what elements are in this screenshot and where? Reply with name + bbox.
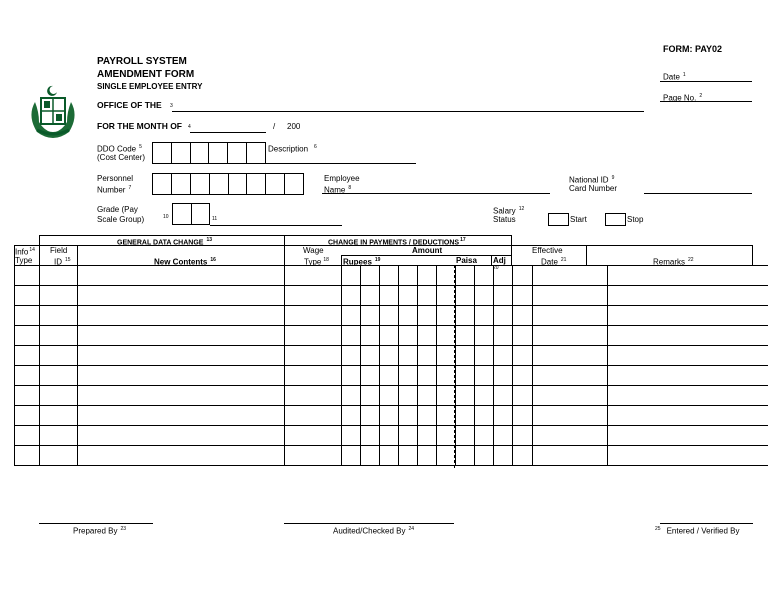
office-label: OFFICE OF THE [97, 100, 162, 110]
general-data-change-header: GENERAL DATA CHANGE $^{13}$ [117, 237, 213, 247]
table-cell[interactable] [608, 306, 768, 326]
table-cell[interactable] [40, 446, 78, 466]
table-cell[interactable] [608, 446, 768, 466]
table-cell[interactable] [361, 366, 380, 386]
table-cell[interactable] [78, 306, 285, 326]
table-row [15, 366, 768, 386]
table-cell[interactable] [494, 366, 513, 386]
table-cell[interactable] [285, 386, 342, 406]
personnel-label: Personnel [97, 174, 134, 183]
table-row [15, 346, 768, 366]
wage-type-header-2: Type $^{18}$ [304, 257, 329, 267]
table-cell[interactable] [15, 366, 40, 386]
scale-group-label: Scale Group) [97, 215, 145, 224]
table-cell[interactable] [380, 406, 399, 426]
grade-ref: 10 [163, 214, 169, 220]
national-id-label: National ID $^9$ [569, 175, 615, 185]
grade-desc-field[interactable] [210, 225, 342, 226]
salary-label: Salary $^{12}$ [493, 206, 525, 216]
table-cell[interactable] [399, 386, 418, 406]
table-cell[interactable] [608, 266, 768, 286]
table-cell[interactable] [494, 406, 513, 426]
table-cell[interactable] [342, 346, 361, 366]
table-cell[interactable] [437, 286, 456, 306]
table-cell[interactable] [40, 386, 78, 406]
year-prefix: 200 [287, 122, 301, 131]
table-cell[interactable] [40, 366, 78, 386]
info-type-header-2: Type [15, 256, 33, 265]
table-cell[interactable] [533, 406, 608, 426]
table-cell[interactable] [380, 326, 399, 346]
table-cell[interactable] [513, 446, 533, 466]
table-row [15, 306, 768, 326]
table-cell[interactable] [437, 306, 456, 326]
table-cell[interactable] [533, 266, 608, 286]
description-field[interactable] [266, 163, 416, 164]
table-cell[interactable] [608, 326, 768, 346]
form-code: FORM: PAY02 [663, 44, 723, 54]
table-cell[interactable] [15, 266, 40, 286]
stop-checkbox[interactable] [605, 213, 626, 226]
office-field[interactable] [172, 111, 644, 112]
table-cell[interactable] [456, 386, 475, 406]
rupees-header: Rupees $^{19}$ [343, 257, 381, 267]
grade-label: Grade (Pay [97, 205, 138, 214]
employee-name-field[interactable] [322, 193, 550, 194]
form-subtitle-2: SINGLE EMPLOYEE ENTRY [97, 82, 203, 91]
table-cell[interactable] [494, 306, 513, 326]
month-separator: / [273, 122, 276, 131]
table-cell[interactable] [608, 346, 768, 366]
table-cell[interactable] [513, 406, 533, 426]
effective-date-header-2: Date $^{21}$ [541, 257, 567, 267]
table-cell[interactable] [361, 386, 380, 406]
start-label: Start [570, 215, 587, 224]
grade-boxes[interactable] [172, 203, 210, 225]
table-row [15, 386, 768, 406]
table-cell[interactable] [418, 366, 437, 386]
table-cell[interactable] [342, 446, 361, 466]
table-cell[interactable] [361, 346, 380, 366]
table-cell[interactable] [78, 386, 285, 406]
table-cell[interactable] [285, 346, 342, 366]
table-cell[interactable] [418, 266, 437, 286]
table-cell[interactable] [437, 346, 456, 366]
table-cell[interactable] [533, 326, 608, 346]
table-cell[interactable] [380, 386, 399, 406]
table-cell[interactable] [78, 366, 285, 386]
employee-label: Employee [324, 174, 360, 183]
table-cell[interactable] [15, 386, 40, 406]
table-cell[interactable] [40, 426, 78, 446]
status-label: Status [493, 215, 516, 224]
month-ref: 4 [188, 124, 191, 130]
table-cell[interactable] [437, 406, 456, 426]
table-cell[interactable] [380, 306, 399, 326]
table-cell[interactable] [513, 426, 533, 446]
table-cell[interactable] [475, 346, 494, 366]
table-cell[interactable] [456, 326, 475, 346]
table-cell[interactable] [399, 366, 418, 386]
field-id-header: Field [50, 246, 68, 255]
table-cell[interactable] [15, 426, 40, 446]
table-cell[interactable] [456, 446, 475, 466]
table-cell[interactable] [418, 286, 437, 306]
table-cell[interactable] [513, 286, 533, 306]
table-cell[interactable] [15, 446, 40, 466]
new-contents-header: New Contents $^{16}$ [154, 257, 216, 267]
table-cell[interactable] [418, 446, 437, 466]
table-cell[interactable] [399, 406, 418, 426]
table-cell[interactable] [475, 306, 494, 326]
change-payments-header: CHANGE IN PAYMENTS / DEDUCTIONS$^{17}$ [328, 237, 466, 247]
table-cell[interactable] [78, 326, 285, 346]
employee-name-label: Name $^8$ [324, 185, 352, 195]
grade-desc-ref: 11 [212, 216, 218, 222]
table-cell[interactable] [533, 286, 608, 306]
table-cell[interactable] [456, 306, 475, 326]
office-ref: 3 [170, 103, 173, 109]
table-cell[interactable] [40, 346, 78, 366]
start-checkbox[interactable] [548, 213, 569, 226]
date-field[interactable] [660, 81, 752, 82]
date-label: Date $^1$ [663, 72, 686, 82]
table-cell[interactable] [285, 426, 342, 446]
table-cell[interactable] [475, 366, 494, 386]
table-cell[interactable] [494, 266, 513, 286]
table-cell[interactable] [15, 346, 40, 366]
table-cell[interactable] [475, 446, 494, 466]
table-cell[interactable] [342, 366, 361, 386]
table-cell[interactable] [361, 286, 380, 306]
table-cell[interactable] [361, 326, 380, 346]
table-cell[interactable] [513, 266, 533, 286]
table-row [15, 286, 768, 306]
table-cell[interactable] [533, 426, 608, 446]
table-cell[interactable] [533, 366, 608, 386]
table-cell[interactable] [361, 306, 380, 326]
table-cell[interactable] [285, 306, 342, 326]
table-cell[interactable] [494, 446, 513, 466]
table-cell[interactable] [513, 366, 533, 386]
table-cell[interactable] [361, 426, 380, 446]
table-row [15, 426, 768, 446]
table-cell[interactable] [437, 326, 456, 346]
table-cell[interactable] [513, 346, 533, 366]
description-label: Description $^6$ [268, 144, 317, 154]
table-cell[interactable] [380, 366, 399, 386]
adj-header: Adj [493, 256, 506, 265]
state-emblem-icon [25, 82, 81, 140]
month-label: FOR THE MONTH OF [97, 121, 182, 131]
table-cell[interactable] [475, 326, 494, 346]
card-number-label: Card Number [569, 184, 618, 193]
table-cell[interactable] [361, 446, 380, 466]
table-cell[interactable] [513, 386, 533, 406]
table-cell[interactable] [361, 266, 380, 286]
stop-label: Stop [627, 215, 644, 224]
ddo-code-boxes[interactable] [152, 142, 266, 164]
month-field[interactable] [190, 132, 266, 133]
table-cell[interactable] [513, 326, 533, 346]
table-cell[interactable] [380, 446, 399, 466]
table-cell[interactable] [342, 306, 361, 326]
table-cell[interactable] [399, 286, 418, 306]
table-row [15, 326, 768, 346]
table-cell[interactable] [608, 426, 768, 446]
personnel-number-label: Number $^7$ [97, 185, 132, 195]
table-cell[interactable] [285, 286, 342, 306]
table-cell[interactable] [78, 406, 285, 426]
table-cell[interactable] [437, 366, 456, 386]
table-cell[interactable] [40, 286, 78, 306]
table-cell[interactable] [608, 366, 768, 386]
table-cell[interactable] [285, 326, 342, 346]
table-cell[interactable] [418, 346, 437, 366]
table-cell[interactable] [456, 406, 475, 426]
table-cell[interactable] [15, 306, 40, 326]
cost-center-label: (Cost Center) [97, 153, 146, 162]
table-cell[interactable] [342, 266, 361, 286]
table-cell[interactable] [15, 326, 40, 346]
table-cell[interactable] [342, 406, 361, 426]
table-cell[interactable] [399, 326, 418, 346]
table-row [15, 266, 768, 286]
table-cell[interactable] [608, 386, 768, 406]
table-cell[interactable] [475, 386, 494, 406]
table-cell[interactable] [399, 346, 418, 366]
table-cell[interactable] [437, 386, 456, 406]
table-cell[interactable] [456, 426, 475, 446]
table-cell[interactable] [608, 406, 768, 426]
table-cell[interactable] [418, 306, 437, 326]
table-cell[interactable] [380, 266, 399, 286]
national-id-field[interactable] [644, 193, 752, 194]
table-cell[interactable] [342, 286, 361, 306]
table-cell[interactable] [437, 266, 456, 286]
table-cell[interactable] [342, 386, 361, 406]
table-row [15, 406, 768, 426]
table-cell[interactable] [456, 266, 475, 286]
table-cell[interactable] [40, 266, 78, 286]
table-cell[interactable] [380, 346, 399, 366]
table-cell[interactable] [456, 286, 475, 306]
page-no-field[interactable] [660, 101, 752, 102]
table-cell[interactable] [78, 426, 285, 446]
table-cell[interactable] [418, 406, 437, 426]
audited-by-line[interactable] [284, 523, 454, 524]
form-subtitle: AMENDMENT FORM [97, 69, 195, 80]
table-cell[interactable] [494, 326, 513, 346]
table-cell[interactable] [494, 346, 513, 366]
table-cell[interactable] [361, 406, 380, 426]
table-cell[interactable] [285, 366, 342, 386]
table-cell[interactable] [533, 346, 608, 366]
table-cell[interactable] [285, 266, 342, 286]
amount-header: Amount [412, 246, 443, 255]
table-cell[interactable] [78, 446, 285, 466]
ddo-code-label: DDO Code $^5$ [97, 144, 142, 154]
remarks-header: Remarks $^{22}$ [653, 257, 694, 267]
table-cell[interactable] [40, 326, 78, 346]
entry-table [14, 265, 768, 466]
table-cell[interactable] [40, 406, 78, 426]
table-cell[interactable] [533, 386, 608, 406]
table-cell[interactable] [475, 266, 494, 286]
table-cell[interactable] [437, 426, 456, 446]
table-cell[interactable] [380, 426, 399, 446]
table-cell[interactable] [78, 266, 285, 286]
table-cell[interactable] [475, 286, 494, 306]
entered-by-line[interactable] [660, 523, 753, 524]
table-row [15, 446, 768, 466]
table-cell[interactable] [494, 386, 513, 406]
table-cell[interactable] [40, 306, 78, 326]
form-title: PAYROLL SYSTEM [97, 56, 187, 67]
effective-date-header: Effective [532, 246, 563, 255]
table-cell[interactable] [285, 406, 342, 426]
prepared-by-label: Prepared By $^{23}$ [73, 526, 127, 536]
table-cell[interactable] [533, 446, 608, 466]
table-cell[interactable] [342, 426, 361, 446]
prepared-by-line[interactable] [39, 523, 153, 524]
table-cell[interactable] [494, 426, 513, 446]
table-cell[interactable] [418, 426, 437, 446]
table-cell[interactable] [418, 386, 437, 406]
table-cell[interactable] [475, 406, 494, 426]
table-cell[interactable] [342, 326, 361, 346]
table-cell[interactable] [494, 286, 513, 306]
table-cell[interactable] [475, 426, 494, 446]
field-id-header-2: ID $^{15}$ [54, 257, 71, 267]
table-cell[interactable] [15, 286, 40, 306]
table-cell[interactable] [608, 286, 768, 306]
entered-by-label: $^{25}$ Entered / Verified By [655, 526, 740, 536]
personnel-number-boxes[interactable] [152, 173, 304, 195]
table-cell[interactable] [399, 266, 418, 286]
table-cell[interactable] [456, 366, 475, 386]
table-cell[interactable] [456, 346, 475, 366]
table-cell[interactable] [418, 326, 437, 346]
table-cell[interactable] [78, 346, 285, 366]
table-cell[interactable] [399, 306, 418, 326]
table-cell[interactable] [15, 406, 40, 426]
wage-type-header: Wage [303, 246, 324, 255]
table-cell[interactable] [78, 286, 285, 306]
adj-ref: 20 [493, 265, 499, 271]
audited-by-label: Audited/Checked By $^{24}$ [333, 526, 415, 536]
table-cell[interactable] [513, 306, 533, 326]
info-type-header: Info$^{14}$ [15, 247, 35, 257]
paisa-header: Paisa [456, 256, 477, 265]
table-cell[interactable] [380, 286, 399, 306]
table-cell[interactable] [437, 446, 456, 466]
table-cell[interactable] [285, 446, 342, 466]
table-cell[interactable] [399, 446, 418, 466]
table-cell[interactable] [399, 426, 418, 446]
table-cell[interactable] [533, 306, 608, 326]
page-no-label: Page No. $^2$ [663, 93, 703, 103]
